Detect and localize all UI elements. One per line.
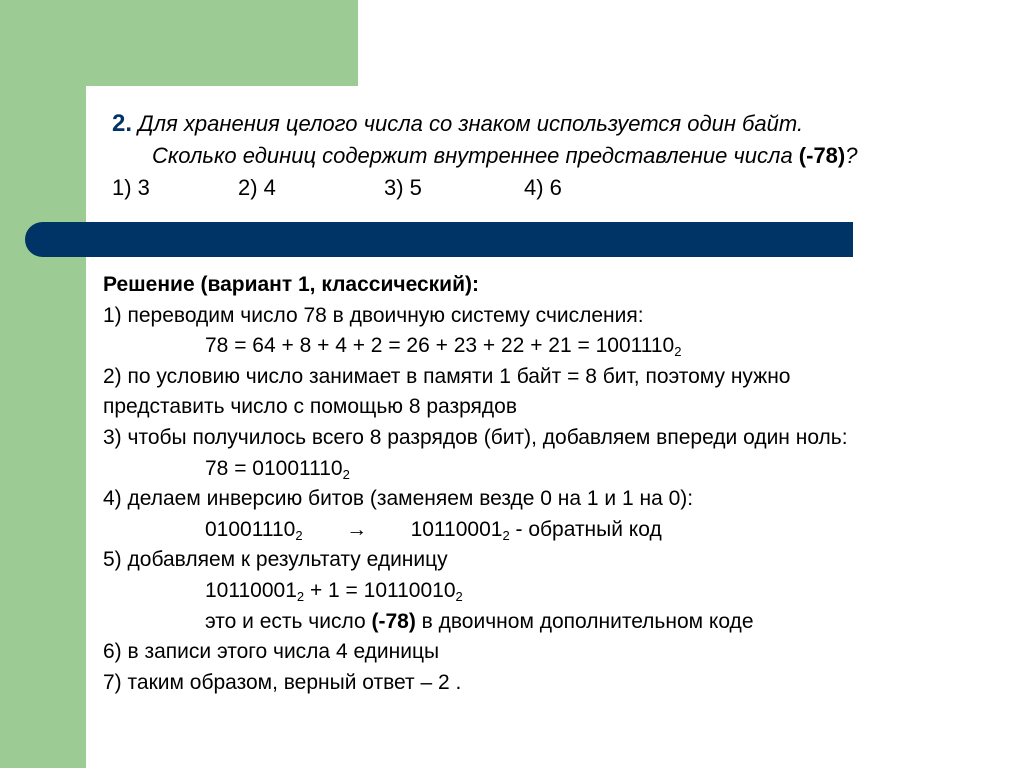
binary-inverted: 10110001 [205,578,297,602]
base-subscript: 2 [296,588,305,604]
answer-option-1: 1) 3 [112,175,150,200]
calc-text: 78 = 01001110 [205,456,343,480]
base-subscript: 2 [674,344,682,360]
solution-step-3-calc [103,454,1018,485]
solution-step-3: 3) чтобы получилось всего 8 разрядов (бит), добавляем впереди один ноль: [103,425,848,449]
solution-step-2b: представить число с помощью 8 разрядов [103,395,518,419]
answer-option-3: 3) 5 [384,175,422,200]
question-mark: ? [845,143,858,168]
answer-option-4: 4) 6 [524,175,562,200]
base-subscript: 2 [342,466,350,482]
decor-top-block [0,0,358,86]
question-number-value: (-78) [798,143,846,168]
binary-original: 01001110 [205,517,296,541]
decor-divider-band [25,222,853,257]
question-text-2: Сколько единиц содержит внутреннее представление числа [152,143,799,168]
base-subscript: 2 [455,588,463,604]
solution-step-5-calc [103,576,1018,607]
binary-inverted: 10110001 [410,517,503,541]
solution-step-5-note [103,607,1018,638]
arrow-icon: → [346,517,368,541]
solution-step-4: 4) делаем инверсию битов (заменяем везде 0 на 1 и 1 на 0): [103,487,694,511]
solution-step-2a: 2) по условию число занимает в памяти 1 байт = 8 бит, поэтому нужно [103,364,791,388]
answer-options [112,172,858,204]
question-text-1: Для хранения целого числа со знаком используется один байт. [138,111,804,136]
calc-text: 78 = 64 + 8 + 4 + 2 = 26 + 23 + 22 + 21 = 1001110 [205,334,675,358]
note-text: это и есть число [205,609,372,633]
solution-step-6: 6) в записи этого числа 4 единицы [103,640,440,664]
note-number: (-78) [371,609,416,633]
note-text-end: в двоичном дополнительном коде [415,609,754,633]
answer-option-2: 2) 4 [238,175,276,200]
solution-step-1-calc [103,331,1018,362]
question-block [112,108,858,204]
solution-step-1: 1) переводим число 78 в двоичную систему счисления: [103,303,644,327]
binary-sum: + 1 = 10110010 [304,578,456,602]
question-line-1 [112,108,858,140]
question-number: 2. [112,110,133,137]
decor-side-bar [0,0,86,768]
question-line-2 [112,140,858,172]
solution-block [103,270,1018,698]
solution-step-7: 7) таким образом, верный ответ – 2 . [103,670,462,694]
base-subscript: 2 [295,527,303,543]
inverse-code-note: - обратный код [509,517,662,541]
base-subscript: 2 [502,527,510,543]
solution-step-5: 5) добавляем к результату единицу [103,548,448,572]
solution-step-4-calc [103,515,1018,546]
solution-heading: Решение (вариант 1, классический): [103,273,479,296]
